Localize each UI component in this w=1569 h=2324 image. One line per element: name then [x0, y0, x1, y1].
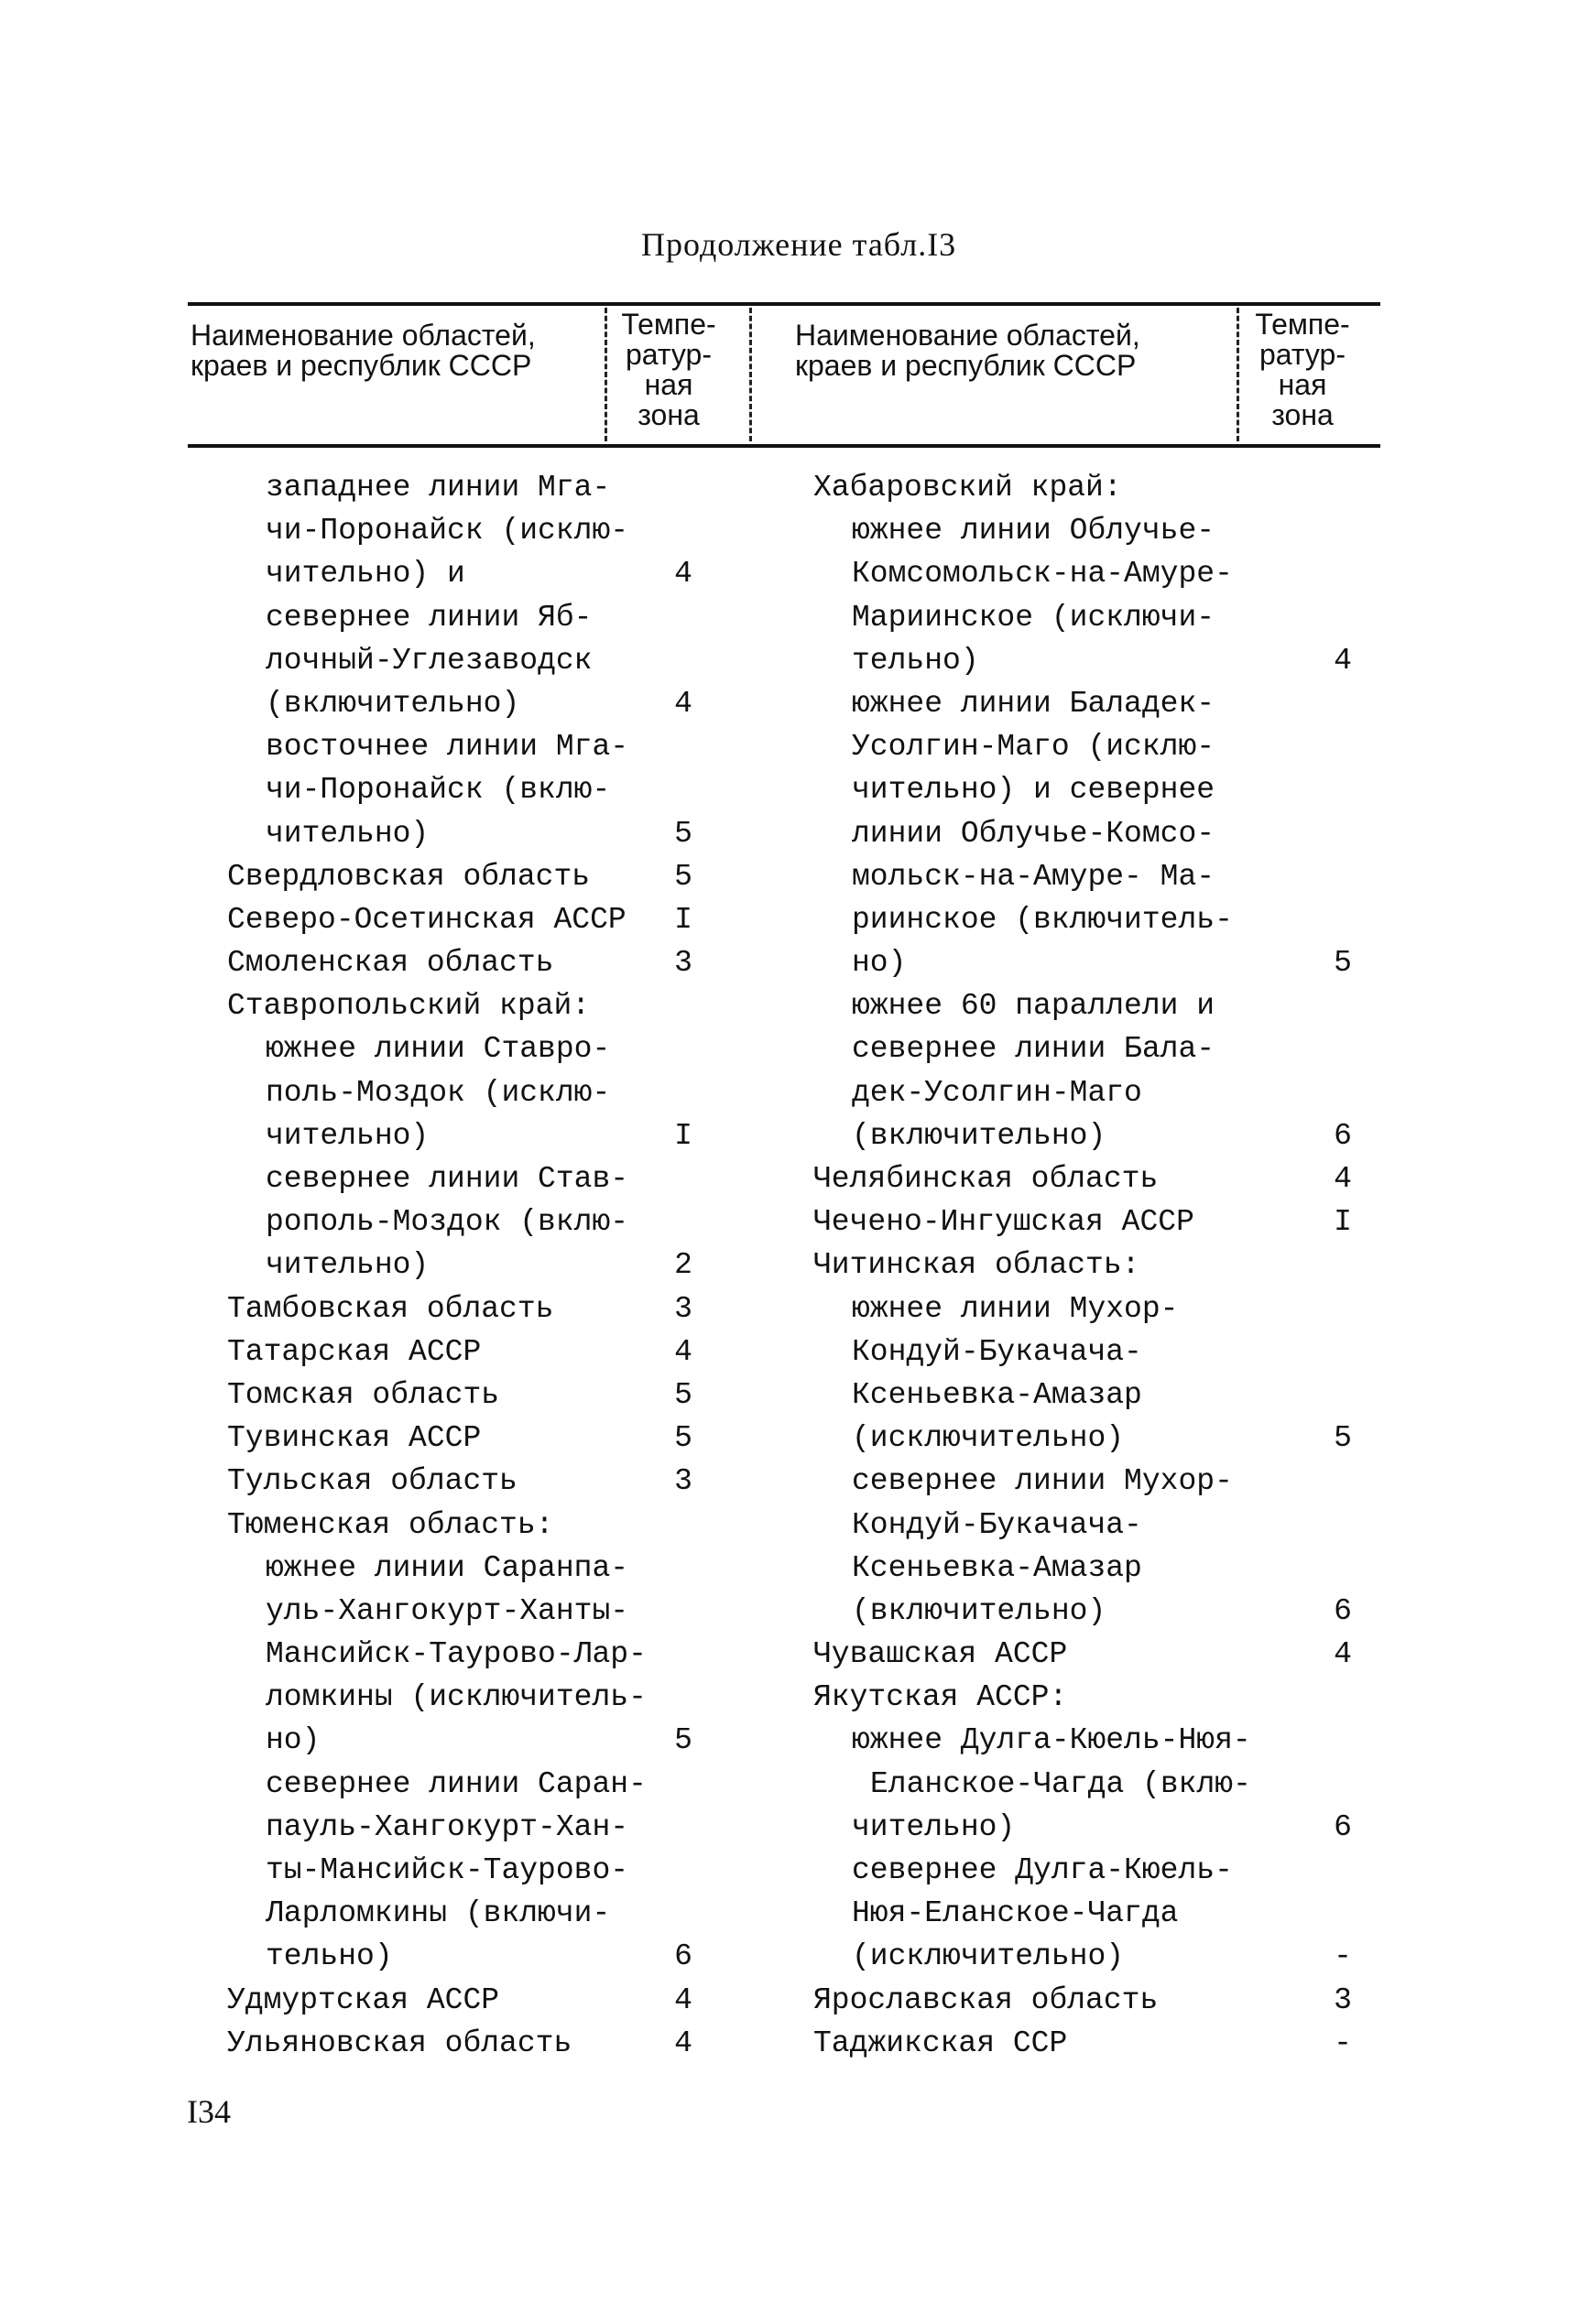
table-row	[813, 1590, 1381, 1633]
table-row	[813, 725, 1381, 768]
temperature-zone: 4	[674, 2025, 692, 2060]
table-row	[813, 1806, 1381, 1849]
table-row	[813, 1027, 1381, 1070]
region-name: чительно) и	[266, 557, 465, 592]
temperature-zone: 4	[674, 1982, 692, 2017]
region-name: Удмуртская АССР	[227, 1982, 500, 2017]
region-name: севернее линии Мухор-	[852, 1464, 1233, 1499]
temperature-zone: I	[674, 902, 692, 937]
temperature-zone: I	[1334, 1205, 1352, 1240]
table-row	[227, 941, 740, 984]
table-row	[227, 1027, 740, 1070]
column-header-name-left: Наименование областей, краев и республик СССР	[191, 319, 536, 382]
temperature-zone: -	[1334, 1939, 1352, 1974]
region-name: Комсомольск-на-Амуре-	[852, 557, 1233, 592]
table-row	[813, 1676, 1381, 1719]
table-row	[227, 1633, 740, 1676]
table-row	[227, 768, 740, 811]
temperature-zone: 3	[1334, 1982, 1352, 2017]
table-row	[227, 898, 740, 941]
region-name: южнее Дулга-Кюель-Нюя-	[852, 1723, 1251, 1758]
table-row	[813, 1849, 1381, 1892]
region-name: Таджикская ССР	[813, 2025, 1068, 2060]
table-row	[227, 552, 740, 595]
temperature-zone: 5	[674, 1421, 692, 1456]
page-title: Продолжение табл.I3	[641, 226, 957, 263]
temperature-zone: 4	[1334, 643, 1352, 678]
region-name: чительно)	[266, 1118, 430, 1153]
table-row	[813, 1763, 1381, 1806]
table-row	[813, 1200, 1381, 1243]
region-name: Томская область	[227, 1377, 500, 1412]
table-row	[813, 1979, 1381, 2022]
region-name: Ларломкины (включи-	[266, 1896, 611, 1931]
region-name: (исключительно)	[852, 1939, 1125, 1974]
region-name: Тульская область	[227, 1464, 518, 1499]
temperature-zone: 4	[674, 686, 692, 721]
region-name: уль-Хангокурт-Ханты-	[266, 1593, 629, 1628]
region-name: Тамбовская область	[227, 1291, 554, 1326]
region-name: Татарская АССР	[227, 1334, 482, 1369]
table-row	[813, 466, 1381, 509]
temperature-zone: 4	[1334, 1162, 1352, 1196]
column-header-zone-right: Темпе- ратур- ная зона	[1255, 308, 1350, 431]
table-row	[813, 898, 1381, 941]
table-row	[813, 1243, 1381, 1287]
table-row	[227, 1935, 740, 1978]
table-row	[227, 1676, 740, 1719]
region-name: риинское (включитель-	[852, 902, 1233, 937]
region-name: севернее Дулга-Кюель-	[852, 1853, 1233, 1887]
table-row	[813, 1547, 1381, 1590]
region-name: Мариинское (исключи-	[852, 600, 1215, 635]
region-name: Чувашская АССР	[813, 1637, 1068, 1672]
temperature-zone: 4	[674, 1334, 692, 1369]
column-header-name-right: Наименование областей, краев и республик СССР	[795, 319, 1140, 382]
region-name: Мансийск-Таурово-Лар-	[266, 1637, 647, 1672]
region-name: севернее линии Став-	[266, 1162, 629, 1196]
temperature-zone: -	[1334, 2025, 1352, 2060]
temperature-zone: 6	[1334, 1118, 1352, 1153]
temperature-zone: 4	[674, 557, 692, 592]
table-header-rule	[188, 444, 1380, 448]
region-name: тельно)	[852, 643, 979, 678]
region-name: Ульяновская область	[227, 2025, 572, 2060]
region-name: Тюменская область:	[227, 1507, 554, 1542]
region-name: мольск-на-Амуре- Ма-	[852, 859, 1215, 894]
table-row	[813, 1114, 1381, 1157]
region-name: Хабаровский край:	[813, 471, 1122, 505]
table-row	[813, 768, 1381, 811]
region-name: Смоленская область	[227, 946, 554, 981]
column-divider	[1237, 308, 1239, 441]
table-row	[813, 941, 1381, 984]
region-name: чительно)	[266, 816, 430, 851]
table-row	[813, 509, 1381, 552]
table-column-right	[813, 466, 1381, 2065]
region-name: Ксеньевка-Амазар	[852, 1377, 1142, 1412]
table-row	[813, 682, 1381, 725]
table-row	[227, 1806, 740, 1849]
table-row	[227, 1200, 740, 1243]
table-row	[813, 1417, 1381, 1460]
temperature-zone: 5	[674, 1723, 692, 1758]
table-row	[813, 1374, 1381, 1417]
table-row	[227, 466, 740, 509]
column-divider	[605, 308, 607, 441]
region-name: южнее линии Баладек-	[852, 686, 1215, 721]
temperature-zone: 6	[674, 1939, 692, 1974]
temperature-zone: 5	[674, 816, 692, 851]
region-name: Чечено-Ингушская АССР	[813, 1205, 1194, 1240]
region-name: Нюя-Еланское-Чагда	[852, 1896, 1179, 1931]
table-row	[813, 984, 1381, 1027]
region-name: тельно)	[266, 1939, 393, 1974]
table-row	[227, 1763, 740, 1806]
table-column-left	[227, 466, 740, 2065]
region-name: поль-Моздок (исклю-	[266, 1075, 611, 1110]
table-row	[813, 639, 1381, 682]
table-row	[227, 1071, 740, 1114]
table-row	[227, 984, 740, 1027]
region-name: Свердловская область	[227, 859, 591, 894]
table-row	[227, 1157, 740, 1200]
temperature-zone: 5	[1334, 1421, 1352, 1456]
region-name: (исключительно)	[852, 1421, 1125, 1456]
table-row	[813, 1504, 1381, 1547]
region-name: но)	[266, 1723, 321, 1758]
table-row	[813, 1892, 1381, 1935]
region-name: Кондуй-Букачача-	[852, 1334, 1142, 1369]
table-row	[227, 596, 740, 639]
temperature-zone: 5	[674, 859, 692, 894]
temperature-zone: 3	[674, 946, 692, 981]
table-row	[227, 1417, 740, 1460]
temperature-zone: 4	[1334, 1637, 1352, 1672]
table-row	[227, 812, 740, 855]
region-name: дек-Усолгин-Маго	[852, 1075, 1142, 1110]
region-name: ломкины (исключитель-	[266, 1680, 647, 1715]
table-row	[813, 2022, 1381, 2065]
table-row	[813, 1719, 1381, 1762]
temperature-zone: 5	[674, 1377, 692, 1412]
table-row	[813, 552, 1381, 595]
table-row	[813, 1935, 1381, 1978]
region-name: чи-Поронайск (вклю-	[266, 773, 611, 808]
region-name: Якутская АССР:	[813, 1680, 1068, 1715]
region-name: (включительно)	[852, 1118, 1106, 1153]
table-row	[813, 1071, 1381, 1114]
region-name: южнее линии Ставро-	[266, 1032, 611, 1067]
region-name: ты-Мансийск-Таурово-	[266, 1853, 629, 1887]
region-name: южнее линии Саранпа-	[266, 1550, 629, 1585]
table-row	[227, 1114, 740, 1157]
table-row	[813, 1330, 1381, 1374]
table-row	[227, 1547, 740, 1590]
column-divider	[749, 308, 752, 441]
table-row	[227, 1979, 740, 2022]
table-row	[227, 1330, 740, 1374]
table-row	[813, 1460, 1381, 1503]
region-name: севернее линии Яб-	[266, 600, 593, 635]
table-row	[227, 725, 740, 768]
table-row	[813, 855, 1381, 898]
region-name: севернее линии Саран-	[266, 1766, 647, 1801]
table-row	[227, 1374, 740, 1417]
region-name: чительно)	[852, 1809, 1016, 1844]
table-row	[227, 855, 740, 898]
region-name: Северо-Осетинская АССР	[227, 902, 627, 937]
temperature-zone: 6	[1334, 1809, 1352, 1844]
region-name: южнее 60 параллели и	[852, 989, 1215, 1024]
region-name: пауль-Хангокурт-Хан-	[266, 1809, 629, 1844]
region-name: Ставропольский край:	[227, 989, 591, 1024]
temperature-zone: I	[674, 1118, 692, 1153]
table-row	[227, 682, 740, 725]
table-row	[813, 1633, 1381, 1676]
table-row	[227, 1892, 740, 1935]
table-row	[813, 1157, 1381, 1200]
table-row	[227, 2022, 740, 2065]
region-name: Челябинская область	[813, 1162, 1159, 1196]
temperature-zone: 6	[1334, 1593, 1352, 1628]
region-name: чи-Поронайск (исклю-	[266, 514, 629, 548]
region-name: (включительно)	[852, 1593, 1106, 1628]
table-row	[813, 812, 1381, 855]
temperature-zone: 3	[674, 1464, 692, 1499]
region-name: Кондуй-Букачача-	[852, 1507, 1142, 1542]
region-name: чительно)	[266, 1248, 430, 1283]
table-row	[227, 1849, 740, 1892]
table-row	[227, 1504, 740, 1547]
region-name: линии Облучье-Комсо-	[852, 816, 1215, 851]
region-name: рополь-Моздок (вклю-	[266, 1205, 629, 1240]
region-name: западнее линии Мга-	[266, 471, 611, 505]
table-row	[227, 1243, 740, 1287]
region-name: Ярославская область	[813, 1982, 1159, 2017]
temperature-zone: 5	[1334, 946, 1352, 981]
region-name: восточнее линии Мга-	[266, 730, 629, 765]
temperature-zone: 3	[674, 1291, 692, 1326]
column-header-zone-left: Темпе- ратур- ная зона	[621, 308, 716, 431]
region-name: чительно) и севернее	[852, 773, 1215, 808]
region-name: но)	[852, 946, 907, 981]
table-row	[813, 1287, 1381, 1330]
table-row	[227, 1287, 740, 1330]
region-name: Еланское-Чагда (вклю-	[870, 1766, 1251, 1801]
region-name: Ксеньевка-Амазар	[852, 1550, 1142, 1585]
region-name: южнее линии Облучье-	[852, 514, 1215, 548]
region-name: (включительно)	[266, 686, 520, 721]
table-row	[227, 1590, 740, 1633]
table-row	[227, 1719, 740, 1762]
region-name: южнее линии Мухор-	[852, 1291, 1179, 1326]
temperature-zone: 2	[674, 1248, 692, 1283]
region-name: Усолгин-Маго (исклю-	[852, 730, 1215, 765]
region-name: севернее линии Бала-	[852, 1032, 1215, 1067]
table-row	[227, 1460, 740, 1503]
table-row	[227, 509, 740, 552]
table-row	[813, 596, 1381, 639]
region-name: Читинская область:	[813, 1248, 1140, 1283]
region-name: лочный-Углезаводск	[266, 643, 593, 678]
page-number: I34	[187, 2093, 231, 2130]
table-top-rule	[188, 302, 1380, 306]
region-name: Тувинская АССР	[227, 1421, 482, 1456]
table-row	[227, 639, 740, 682]
